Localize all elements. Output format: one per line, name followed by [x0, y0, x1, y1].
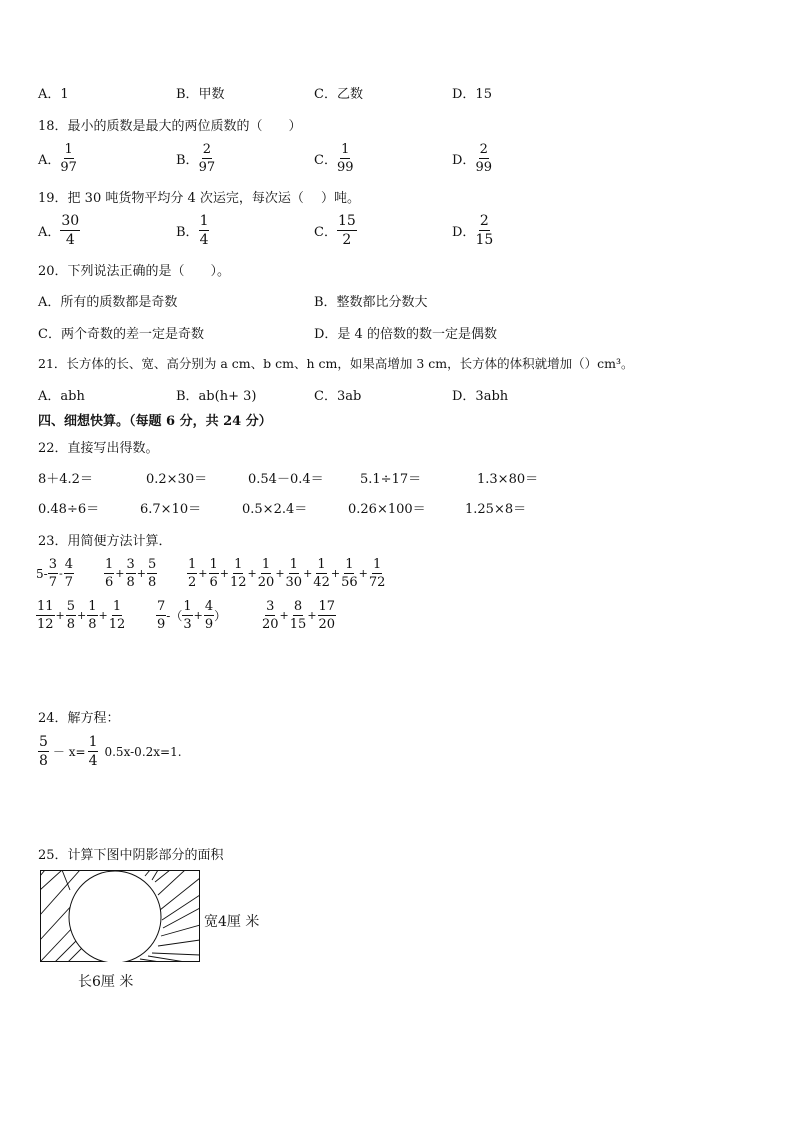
q22-item: 0.54－0.4＝ [248, 472, 324, 487]
q22-item: 0.48÷6＝ [38, 502, 100, 517]
q24-stem: 24．解方程： [38, 711, 120, 726]
q22-stem: 22．直接写出得数。 [38, 441, 159, 456]
q18-option-a: A． $\frac{1}{97}$ [38, 142, 77, 175]
q17-option-b: B．甲数 [176, 87, 225, 102]
section-heading: 四、细想快算。（每题 6 分，共 24 分） [38, 414, 272, 429]
q23-expr-5: $\frac{7}{9}$ -（ $\frac{1}{3}$ + $\frac{4}{9}$ ） [157, 599, 227, 632]
width-label: 宽4厘 米 [204, 914, 260, 930]
length-label: 长6厘 米 [78, 974, 134, 990]
q17-option-d: D．15 [452, 87, 492, 102]
q21-option-c: C．3ab [314, 389, 362, 404]
q17-option-c: C．乙数 [314, 87, 363, 102]
q24-equations: $\frac{5}{8}$ － x= $\frac{1}{4}$ 0.5x-0.2x=1. [39, 734, 182, 769]
q23-stem: 23．用简便方法计算． [38, 534, 172, 549]
q22-item: 5.1÷17＝ [360, 472, 422, 487]
q23-expr-2: $\frac{1}{6}$ + $\frac{3}{8}$ + $\frac{5}{8}$ [105, 557, 157, 590]
q20-option-d: D．是 4 的倍数的数一定是偶数 [314, 327, 497, 342]
q23-expr-6: $\frac{3}{20}$ + $\frac{8}{15}$ + $\frac{17}{20}$ [262, 599, 336, 632]
q21-option-b: B．ab(h+ 3) [176, 389, 257, 404]
q18-option-b: B． $\frac{2}{97}$ [176, 142, 216, 175]
q20-option-c: C．两个奇数的差一定是奇数 [38, 327, 204, 342]
q20-stem: 20．下列说法正确的是（ ）。 [38, 264, 231, 279]
q19-stem: 19．把 30 吨货物平均分 4 次运完，每次运（ ）吨。 [38, 191, 361, 206]
q19-option-a: A． $\frac{30}{4}$ [38, 213, 80, 248]
q22-item: 0.2×30＝ [146, 472, 208, 487]
q18-option-c: C． $\frac{1}{99}$ [314, 142, 354, 175]
q23-expr-4: $\frac{11}{12}$ + $\frac{5}{8}$ + $\frac{1}{8}$ + $\frac{1}{12}$ [37, 599, 126, 632]
q20-option-a: A．所有的质数都是奇数 [38, 295, 178, 310]
q19-option-c: C． $\frac{15}{2}$ [314, 213, 356, 248]
q18-stem: 18．最小的质数是最大的两位质数的（ ） [38, 119, 302, 134]
q17-option-a: A．1 [38, 87, 69, 102]
q21-option-d: D．3abh [452, 389, 509, 404]
q23-expr-3: $\frac{1}{2}$ + $\frac{1}{6}$ + $\frac{1}{12}$ + $\frac{1}{20}$ + $\frac{1}{30}$ + $\frac{1}{42}$ + $\frac{1}{56}$ + $\frac{1}{72}$ [188, 557, 386, 590]
q18-option-d: D． $\frac{2}{99}$ [452, 142, 492, 175]
q25-stem: 25．计算下图中阴影部分的面积 [38, 848, 224, 863]
q22-item: 1.25×8＝ [465, 502, 527, 517]
q22-item: 0.26×100＝ [348, 502, 426, 517]
q22-item: 1.3×80＝ [477, 472, 539, 487]
circle-shape [69, 871, 161, 962]
shaded-area-figure [40, 870, 200, 962]
q22-item: 8＋4.2＝ [38, 472, 93, 487]
q19-option-d: D． $\frac{2}{15}$ [452, 213, 494, 248]
q23-expr-1: 5- $\frac{3}{7}$ - $\frac{4}{7}$ [36, 557, 73, 590]
q21-option-a: A．abh [38, 389, 85, 404]
q20-option-b: B．整数都比分数大 [314, 295, 428, 310]
q21-stem: 21．长方体的长、宽、高分别为 a cm、b cm、h cm，如果高增加 3 cm，长方体的体积就增加（）cm³。 [38, 356, 634, 371]
q22-item: 0.5×2.4＝ [242, 502, 308, 517]
q22-item: 6.7×10＝ [140, 502, 202, 517]
q19-option-b: B． $\frac{1}{4}$ [176, 213, 209, 248]
